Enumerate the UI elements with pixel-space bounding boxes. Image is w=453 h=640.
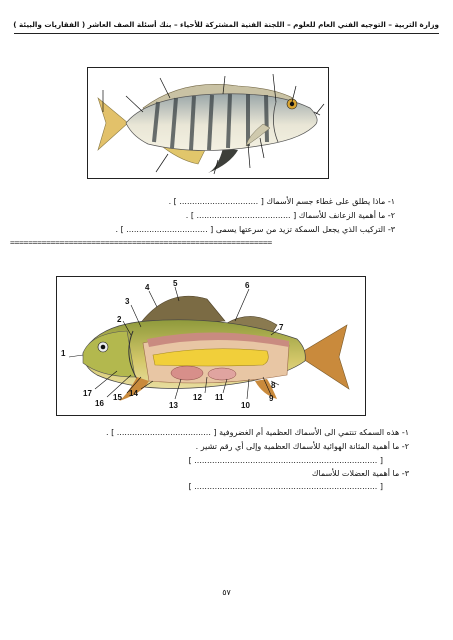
fish-photo-figure <box>87 67 329 179</box>
answer-2-2: [ ........................................................................ ] <box>188 456 383 465</box>
question-1-2: ٢- ما أهمية الزعانف للأسماك [ ..................................... ] . <box>185 211 395 220</box>
label-3: 3 <box>125 297 130 306</box>
label-17: 17 <box>83 389 92 398</box>
label-1: 1 <box>61 349 66 358</box>
question-1-1: ١- ماذا يطلق على غطاء جسم الأسماك [ ............................... ] . <box>168 197 395 206</box>
header-divider <box>14 33 439 34</box>
label-11: 11 <box>215 393 224 402</box>
label-12: 12 <box>193 393 202 402</box>
question-2-3: ٣- ما أهمية العضلات للأسماك <box>311 469 409 478</box>
label-10: 10 <box>241 401 250 410</box>
question-1-3: ٣- التركيب الذي يجعل السمكة تزيد من سرعتها يسمى [ ................................ ] . <box>115 225 395 234</box>
label-2: 2 <box>117 315 122 324</box>
label-8: 8 <box>271 381 276 390</box>
question-2-2: ٢- ما أهمية المثانة الهوائية للأسماك العظمية وإلى أي رقم تشير . <box>195 442 409 451</box>
question-2-1: ١- هذه السمكه تنتمي الى الأسماك العظمية أم الغضروفية [ ..................................... ] . <box>106 428 409 437</box>
label-16: 16 <box>95 399 104 408</box>
fish-anatomy-illustration <box>57 277 365 415</box>
label-9: 9 <box>269 394 274 403</box>
label-7: 7 <box>279 323 284 332</box>
section-separator: ========================================================== <box>10 238 272 247</box>
answer-2-3: [ ........................................................................ ] <box>188 482 383 491</box>
page-header: وزارة التربية – التوجيه الفني العام للعلوم – اللجنة الفنية المشتركة للأحياء – بنك أسئلة الصف العاشر ( الفقاريات والبيئة ) <box>13 20 439 29</box>
fish-photo-illustration <box>88 68 328 178</box>
page-number: ٥٧ <box>222 588 231 597</box>
fish-anatomy-figure <box>56 276 366 416</box>
label-5: 5 <box>173 279 178 288</box>
label-13: 13 <box>169 401 178 410</box>
label-15: 15 <box>113 393 122 402</box>
label-4: 4 <box>145 283 150 292</box>
label-6: 6 <box>245 281 250 290</box>
label-14: 14 <box>129 389 138 398</box>
